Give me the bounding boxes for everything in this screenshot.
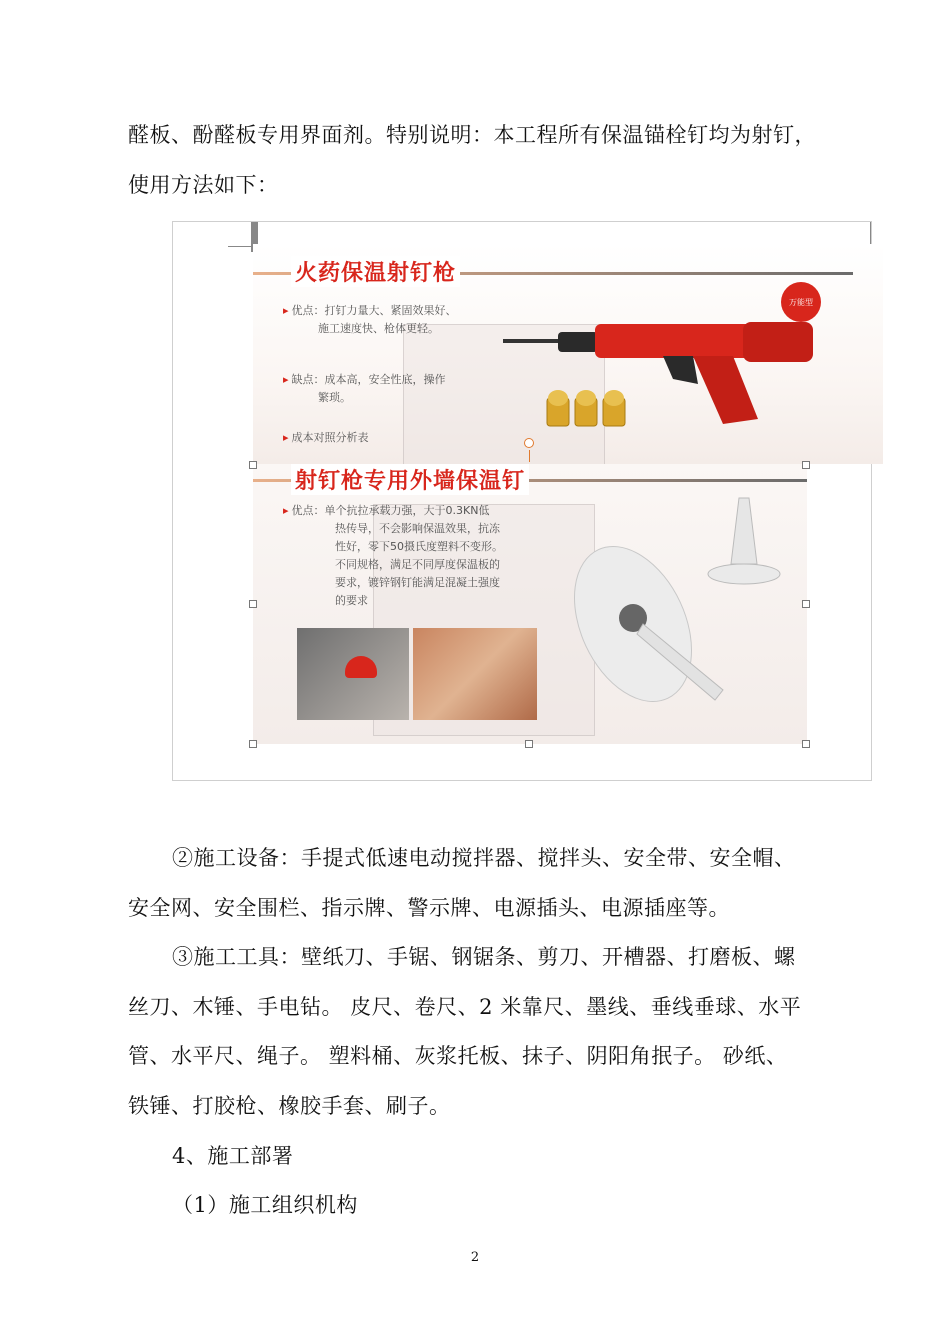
resize-handle-middle-left[interactable] bbox=[249, 600, 257, 608]
insulation-nail-icon bbox=[573, 494, 803, 734]
image-text: 的要求 bbox=[335, 594, 368, 607]
image-text: 不同规格，满足不同厚度保温板的 bbox=[335, 558, 500, 571]
paragraph-line: 铁锤、打胶枪、橡胶手套、刷子。 bbox=[128, 1094, 451, 1118]
resize-handle-top-right[interactable] bbox=[802, 461, 810, 469]
resize-handle-bottom-center[interactable] bbox=[525, 740, 533, 748]
image-heading: 射钉枪专用外墙保温钉 bbox=[291, 464, 529, 495]
insulation-nail-image bbox=[253, 464, 807, 744]
arrow-icon: ▸ bbox=[283, 373, 289, 386]
image-text: ▸ 优点：单个抗拉承载力强，大于0.3KN低 bbox=[283, 504, 490, 517]
image-text: 施工速度快、枪体更轻。 bbox=[318, 322, 439, 335]
rotate-handle[interactable] bbox=[524, 438, 534, 448]
rotate-handle-stem bbox=[529, 450, 530, 462]
paragraph-line: 醛板、酚醛板专用界面剂。特别说明：本工程所有保温锚栓钉均为射钉， bbox=[128, 123, 816, 147]
image-text: ▸ 缺点：成本高，安全性底，操作 bbox=[283, 373, 446, 386]
section-heading: 4、施工部署 bbox=[172, 1144, 294, 1168]
paragraph-line: ②施工设备：手提式低速电动搅拌器、搅拌头、安全带、安全帽、 bbox=[172, 846, 796, 870]
paragraph-line: ③施工工具：壁纸刀、手锯、钢锯条、剪刀、开槽器、打磨板、螺 bbox=[172, 945, 796, 969]
paragraph-line: 安全网、安全围栏、指示牌、警示牌、电源插头、电源插座等。 bbox=[128, 896, 730, 920]
embedded-image-frame[interactable] bbox=[172, 221, 872, 781]
nail-gun-image bbox=[253, 244, 883, 464]
image-text: 要求，镀锌钢钉能满足混凝土强度 bbox=[335, 576, 500, 589]
paragraph-line: 丝刀、木锤、手电钻。 皮尺、卷尺、2 米靠尺、墨线、垂线垂球、水平 bbox=[128, 995, 802, 1019]
page-number: 2 bbox=[470, 1250, 480, 1265]
crop-corner-mark bbox=[228, 222, 252, 247]
arrow-icon: ▸ bbox=[283, 431, 289, 444]
crop-corner-mark bbox=[870, 222, 871, 246]
arrow-icon: ▸ bbox=[283, 304, 289, 317]
paragraph-line: 使用方法如下： bbox=[128, 173, 279, 197]
paragraph-line: 管、水平尺、绳子。 塑料桶、灰浆托板、抹子、阴阳角抿子。 砂纸、 bbox=[128, 1044, 788, 1068]
insulation-board-photo bbox=[413, 628, 537, 720]
resize-handle-bottom-left[interactable] bbox=[249, 740, 257, 748]
badge: 万能型 bbox=[781, 282, 821, 322]
resize-handle-bottom-right[interactable] bbox=[802, 740, 810, 748]
image-heading: 火药保温射钉枪 bbox=[291, 256, 460, 287]
cartridges-icon bbox=[543, 384, 633, 434]
image-text: 性好，零下50摄氏度塑料不变形。 bbox=[335, 540, 503, 553]
image-text: ▸ 优点：打钉力量大、紧固效果好、 bbox=[283, 304, 457, 317]
arrow-icon: ▸ bbox=[283, 504, 289, 517]
subsection-heading: （1）施工组织机构 bbox=[172, 1193, 358, 1217]
image-text: 热传导，不会影响保温效果，抗冻 bbox=[335, 522, 500, 535]
image-text: 繁琐。 bbox=[318, 391, 351, 404]
resize-handle-top-left[interactable] bbox=[249, 461, 257, 469]
resize-handle-middle-right[interactable] bbox=[802, 600, 810, 608]
image-text: ▸ 成本对照分析表 bbox=[283, 431, 369, 444]
worker-photo bbox=[297, 628, 409, 720]
